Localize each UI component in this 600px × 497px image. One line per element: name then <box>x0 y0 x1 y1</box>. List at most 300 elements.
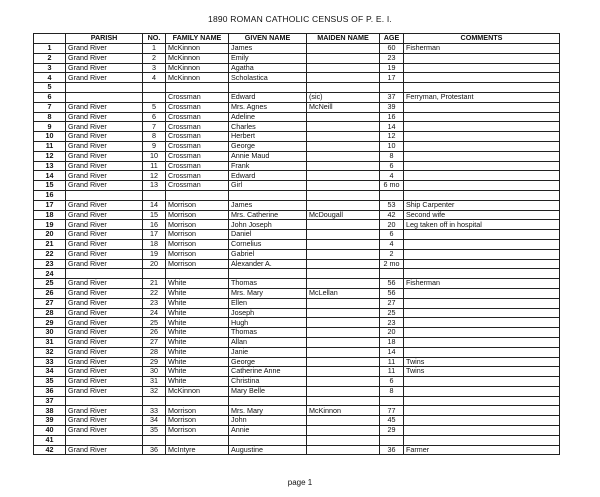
cell-row-number: 12 <box>34 151 66 161</box>
cell-maiden-name <box>307 328 380 338</box>
cell-no <box>143 83 166 93</box>
cell-comments <box>404 249 560 259</box>
cell-age <box>380 190 404 200</box>
cell-no: 7 <box>143 122 166 132</box>
cell-no: 3 <box>143 63 166 73</box>
cell-given-name: Janie <box>229 347 307 357</box>
table-row <box>34 181 560 191</box>
cell-parish: Grand River <box>66 161 143 171</box>
table-row <box>34 396 560 406</box>
cell-age: 14 <box>380 347 404 357</box>
cell-row-number: 31 <box>34 337 66 347</box>
cell-comments: Ship Carpenter <box>404 200 560 210</box>
cell-given-name: Annie <box>229 426 307 436</box>
cell-given-name: Cornelius <box>229 239 307 249</box>
table-row <box>34 83 560 93</box>
table-row <box>34 347 560 357</box>
cell-comments <box>404 337 560 347</box>
cell-comments <box>404 230 560 240</box>
cell-comments: Ferryman, Protestant <box>404 92 560 102</box>
cell-no: 6 <box>143 112 166 122</box>
cell-no: 21 <box>143 279 166 289</box>
cell-comments <box>404 171 560 181</box>
cell-maiden-name <box>307 122 380 132</box>
cell-comments <box>404 181 560 191</box>
cell-age: 45 <box>380 416 404 426</box>
header-row <box>34 34 560 44</box>
cell-family-name: McIntyre <box>166 445 229 455</box>
cell-age: 56 <box>380 288 404 298</box>
cell-family-name: Crossman <box>166 122 229 132</box>
cell-given-name: Ellen <box>229 298 307 308</box>
cell-no: 34 <box>143 416 166 426</box>
cell-no: 13 <box>143 181 166 191</box>
table-row <box>34 44 560 54</box>
cell-age: 37 <box>380 92 404 102</box>
cell-no: 10 <box>143 151 166 161</box>
cell-age: 4 <box>380 239 404 249</box>
cell-maiden-name <box>307 112 380 122</box>
table-row <box>34 122 560 132</box>
cell-comments <box>404 63 560 73</box>
cell-parish <box>66 83 143 93</box>
cell-family-name: Morrison <box>166 259 229 269</box>
header-no: NO. <box>143 34 166 44</box>
cell-comments <box>404 53 560 63</box>
cell-parish: Grand River <box>66 44 143 54</box>
cell-row-number: 40 <box>34 426 66 436</box>
cell-row-number: 34 <box>34 367 66 377</box>
cell-given-name: Annie Maud <box>229 151 307 161</box>
cell-family-name <box>166 396 229 406</box>
cell-given-name: Hugh <box>229 318 307 328</box>
cell-age <box>380 396 404 406</box>
cell-parish: Grand River <box>66 63 143 73</box>
cell-family-name: White <box>166 308 229 318</box>
cell-row-number: 11 <box>34 141 66 151</box>
cell-family-name: McKinnon <box>166 44 229 54</box>
table-row <box>34 190 560 200</box>
cell-row-number: 39 <box>34 416 66 426</box>
cell-given-name: Edward <box>229 92 307 102</box>
cell-maiden-name <box>307 269 380 279</box>
header-age: AGE <box>380 34 404 44</box>
cell-age: 36 <box>380 445 404 455</box>
cell-parish: Grand River <box>66 112 143 122</box>
cell-comments <box>404 112 560 122</box>
cell-family-name: Morrison <box>166 239 229 249</box>
cell-parish: Grand River <box>66 337 143 347</box>
cell-parish <box>66 190 143 200</box>
cell-no: 25 <box>143 318 166 328</box>
cell-row-number: 23 <box>34 259 66 269</box>
cell-age: 2 mo <box>380 259 404 269</box>
cell-maiden-name <box>307 386 380 396</box>
cell-parish: Grand River <box>66 298 143 308</box>
cell-maiden-name <box>307 141 380 151</box>
table-row <box>34 220 560 230</box>
cell-no: 11 <box>143 161 166 171</box>
cell-family-name: Morrison <box>166 230 229 240</box>
cell-maiden-name <box>307 367 380 377</box>
cell-row-number: 15 <box>34 181 66 191</box>
cell-parish: Grand River <box>66 122 143 132</box>
cell-given-name: Daniel <box>229 230 307 240</box>
cell-family-name: Crossman <box>166 181 229 191</box>
table-row <box>34 171 560 181</box>
cell-comments <box>404 132 560 142</box>
cell-no: 9 <box>143 141 166 151</box>
cell-age: 17 <box>380 73 404 83</box>
cell-family-name: White <box>166 377 229 387</box>
cell-parish: Grand River <box>66 357 143 367</box>
cell-parish: Grand River <box>66 200 143 210</box>
cell-parish: Grand River <box>66 406 143 416</box>
cell-age: 25 <box>380 308 404 318</box>
cell-no: 19 <box>143 249 166 259</box>
cell-no <box>143 435 166 445</box>
cell-comments <box>404 288 560 298</box>
cell-row-number: 2 <box>34 53 66 63</box>
cell-age: 6 <box>380 377 404 387</box>
cell-maiden-name <box>307 151 380 161</box>
cell-row-number: 36 <box>34 386 66 396</box>
cell-age: 11 <box>380 367 404 377</box>
cell-comments <box>404 386 560 396</box>
table-row <box>34 318 560 328</box>
cell-family-name <box>166 269 229 279</box>
cell-comments <box>404 298 560 308</box>
cell-age: 20 <box>380 328 404 338</box>
table-row <box>34 249 560 259</box>
cell-family-name: White <box>166 318 229 328</box>
table-row <box>34 102 560 112</box>
cell-row-number: 41 <box>34 435 66 445</box>
cell-age: 19 <box>380 63 404 73</box>
cell-no: 20 <box>143 259 166 269</box>
cell-maiden-name: McNeill <box>307 102 380 112</box>
cell-comments: Leg taken off in hospital <box>404 220 560 230</box>
cell-maiden-name <box>307 239 380 249</box>
cell-parish: Grand River <box>66 181 143 191</box>
cell-maiden-name <box>307 249 380 259</box>
cell-given-name: Mrs. Agnes <box>229 102 307 112</box>
cell-parish: Grand River <box>66 386 143 396</box>
cell-parish: Grand River <box>66 230 143 240</box>
cell-comments <box>404 426 560 436</box>
cell-no <box>143 269 166 279</box>
cell-comments <box>404 416 560 426</box>
cell-comments <box>404 269 560 279</box>
cell-row-number: 4 <box>34 73 66 83</box>
header-parish: PARISH <box>66 34 143 44</box>
cell-age: 18 <box>380 337 404 347</box>
cell-comments <box>404 122 560 132</box>
cell-parish <box>66 396 143 406</box>
cell-no: 18 <box>143 239 166 249</box>
cell-maiden-name <box>307 279 380 289</box>
cell-comments: Twins <box>404 367 560 377</box>
header-row-number <box>34 34 66 44</box>
cell-no: 35 <box>143 426 166 436</box>
cell-maiden-name: McLellan <box>307 288 380 298</box>
cell-comments: Farmer <box>404 445 560 455</box>
cell-row-number: 25 <box>34 279 66 289</box>
cell-given-name: Gabriel <box>229 249 307 259</box>
cell-family-name: McKinnon <box>166 53 229 63</box>
table-row <box>34 259 560 269</box>
cell-given-name: Alexander A. <box>229 259 307 269</box>
cell-maiden-name <box>307 220 380 230</box>
cell-maiden-name <box>307 347 380 357</box>
cell-no: 2 <box>143 53 166 63</box>
cell-parish: Grand River <box>66 171 143 181</box>
cell-no: 36 <box>143 445 166 455</box>
cell-comments <box>404 259 560 269</box>
cell-maiden-name <box>307 435 380 445</box>
cell-maiden-name <box>307 44 380 54</box>
cell-given-name: Adeline <box>229 112 307 122</box>
header-comments: COMMENTS <box>404 34 560 44</box>
cell-given-name: Edward <box>229 171 307 181</box>
cell-family-name: White <box>166 347 229 357</box>
cell-no: 24 <box>143 308 166 318</box>
cell-row-number: 13 <box>34 161 66 171</box>
cell-given-name: Allan <box>229 337 307 347</box>
cell-given-name: Catherine Anne <box>229 367 307 377</box>
cell-given-name: Mrs. Catherine <box>229 210 307 220</box>
cell-row-number: 24 <box>34 269 66 279</box>
cell-comments <box>404 396 560 406</box>
cell-maiden-name <box>307 190 380 200</box>
cell-age: 6 <box>380 161 404 171</box>
cell-comments <box>404 83 560 93</box>
cell-maiden-name <box>307 200 380 210</box>
cell-no: 30 <box>143 367 166 377</box>
cell-given-name: Frank <box>229 161 307 171</box>
cell-row-number: 30 <box>34 328 66 338</box>
cell-age: 60 <box>380 44 404 54</box>
cell-given-name: Thomas <box>229 328 307 338</box>
header-family-name: FAMILY NAME <box>166 34 229 44</box>
cell-comments: Second wife <box>404 210 560 220</box>
cell-comments <box>404 435 560 445</box>
cell-family-name: Morrison <box>166 426 229 436</box>
table-row <box>34 377 560 387</box>
table-row <box>34 298 560 308</box>
cell-maiden-name <box>307 318 380 328</box>
cell-comments <box>404 73 560 83</box>
cell-age: 42 <box>380 210 404 220</box>
cell-no: 4 <box>143 73 166 83</box>
table-row <box>34 445 560 455</box>
cell-age: 6 <box>380 230 404 240</box>
table-row <box>34 141 560 151</box>
cell-age: 29 <box>380 426 404 436</box>
cell-age: 77 <box>380 406 404 416</box>
cell-parish: Grand River <box>66 73 143 83</box>
cell-parish <box>66 269 143 279</box>
cell-no <box>143 396 166 406</box>
cell-given-name: Thomas <box>229 279 307 289</box>
cell-age: 23 <box>380 53 404 63</box>
cell-comments <box>404 239 560 249</box>
cell-parish: Grand River <box>66 210 143 220</box>
cell-age: 53 <box>380 200 404 210</box>
cell-comments <box>404 161 560 171</box>
cell-age: 39 <box>380 102 404 112</box>
cell-family-name: White <box>166 279 229 289</box>
cell-family-name: Morrison <box>166 249 229 259</box>
cell-given-name: Scholastica <box>229 73 307 83</box>
cell-row-number: 33 <box>34 357 66 367</box>
cell-given-name: Mrs. Mary <box>229 288 307 298</box>
cell-family-name: White <box>166 328 229 338</box>
cell-parish: Grand River <box>66 308 143 318</box>
cell-comments <box>404 190 560 200</box>
cell-family-name: White <box>166 357 229 367</box>
cell-family-name: Crossman <box>166 102 229 112</box>
cell-row-number: 21 <box>34 239 66 249</box>
cell-age: 10 <box>380 141 404 151</box>
census-body <box>34 44 560 455</box>
cell-family-name: White <box>166 337 229 347</box>
cell-comments: Fisherman <box>404 44 560 54</box>
cell-family-name: Crossman <box>166 171 229 181</box>
cell-no: 8 <box>143 132 166 142</box>
cell-family-name: McKinnon <box>166 386 229 396</box>
cell-maiden-name <box>307 53 380 63</box>
cell-row-number: 8 <box>34 112 66 122</box>
cell-no: 5 <box>143 102 166 112</box>
cell-parish <box>66 92 143 102</box>
cell-given-name: Christina <box>229 377 307 387</box>
cell-row-number: 1 <box>34 44 66 54</box>
cell-parish: Grand River <box>66 151 143 161</box>
cell-parish: Grand River <box>66 328 143 338</box>
cell-given-name: Mary Belle <box>229 386 307 396</box>
cell-no <box>143 190 166 200</box>
cell-row-number: 16 <box>34 190 66 200</box>
cell-given-name: John <box>229 416 307 426</box>
cell-family-name: Morrison <box>166 200 229 210</box>
table-row <box>34 92 560 102</box>
cell-parish: Grand River <box>66 279 143 289</box>
cell-maiden-name <box>307 308 380 318</box>
cell-no: 28 <box>143 347 166 357</box>
cell-age: 56 <box>380 279 404 289</box>
cell-parish: Grand River <box>66 102 143 112</box>
cell-family-name: White <box>166 367 229 377</box>
table-row <box>34 288 560 298</box>
cell-parish: Grand River <box>66 347 143 357</box>
cell-comments <box>404 347 560 357</box>
cell-maiden-name <box>307 83 380 93</box>
cell-age: 6 mo <box>380 181 404 191</box>
cell-maiden-name <box>307 181 380 191</box>
cell-no: 27 <box>143 337 166 347</box>
cell-row-number: 3 <box>34 63 66 73</box>
cell-row-number: 29 <box>34 318 66 328</box>
cell-maiden-name: McDougall <box>307 210 380 220</box>
cell-comments: Twins <box>404 357 560 367</box>
cell-no: 15 <box>143 210 166 220</box>
cell-row-number: 6 <box>34 92 66 102</box>
cell-row-number: 18 <box>34 210 66 220</box>
cell-no: 1 <box>143 44 166 54</box>
cell-family-name: Morrison <box>166 416 229 426</box>
table-row <box>34 269 560 279</box>
cell-row-number: 35 <box>34 377 66 387</box>
table-row <box>34 386 560 396</box>
cell-given-name: James <box>229 200 307 210</box>
cell-comments <box>404 377 560 387</box>
page-number: page 1 <box>287 478 313 487</box>
table-row <box>34 73 560 83</box>
cell-no: 26 <box>143 328 166 338</box>
cell-age: 4 <box>380 171 404 181</box>
header-maiden-name: MAIDEN NAME <box>307 34 380 44</box>
cell-comments <box>404 406 560 416</box>
cell-row-number: 22 <box>34 249 66 259</box>
cell-no: 32 <box>143 386 166 396</box>
table-row <box>34 328 560 338</box>
cell-maiden-name <box>307 73 380 83</box>
cell-comments <box>404 318 560 328</box>
cell-maiden-name <box>307 426 380 436</box>
cell-no <box>143 92 166 102</box>
cell-age: 12 <box>380 132 404 142</box>
cell-row-number: 38 <box>34 406 66 416</box>
cell-maiden-name <box>307 416 380 426</box>
cell-age: 14 <box>380 122 404 132</box>
cell-age: 8 <box>380 386 404 396</box>
cell-parish: Grand River <box>66 288 143 298</box>
cell-given-name: Joseph <box>229 308 307 318</box>
cell-given-name: George <box>229 141 307 151</box>
table-row <box>34 367 560 377</box>
cell-family-name: Crossman <box>166 112 229 122</box>
cell-no: 33 <box>143 406 166 416</box>
cell-row-number: 14 <box>34 171 66 181</box>
table-row <box>34 426 560 436</box>
cell-no: 23 <box>143 298 166 308</box>
cell-no: 12 <box>143 171 166 181</box>
cell-maiden-name <box>307 259 380 269</box>
cell-no: 16 <box>143 220 166 230</box>
cell-age: 11 <box>380 357 404 367</box>
cell-row-number: 9 <box>34 122 66 132</box>
cell-parish: Grand River <box>66 220 143 230</box>
cell-family-name: Crossman <box>166 161 229 171</box>
cell-row-number: 19 <box>34 220 66 230</box>
cell-age <box>380 269 404 279</box>
cell-parish: Grand River <box>66 367 143 377</box>
cell-no: 29 <box>143 357 166 367</box>
cell-family-name: White <box>166 298 229 308</box>
cell-given-name <box>229 83 307 93</box>
table-row <box>34 63 560 73</box>
cell-family-name: McKinnon <box>166 73 229 83</box>
table-row <box>34 239 560 249</box>
cell-age: 2 <box>380 249 404 259</box>
cell-given-name: Charles <box>229 122 307 132</box>
cell-given-name: Mrs. Mary <box>229 406 307 416</box>
cell-parish: Grand River <box>66 377 143 387</box>
cell-parish: Grand River <box>66 416 143 426</box>
cell-row-number: 27 <box>34 298 66 308</box>
table-row <box>34 406 560 416</box>
